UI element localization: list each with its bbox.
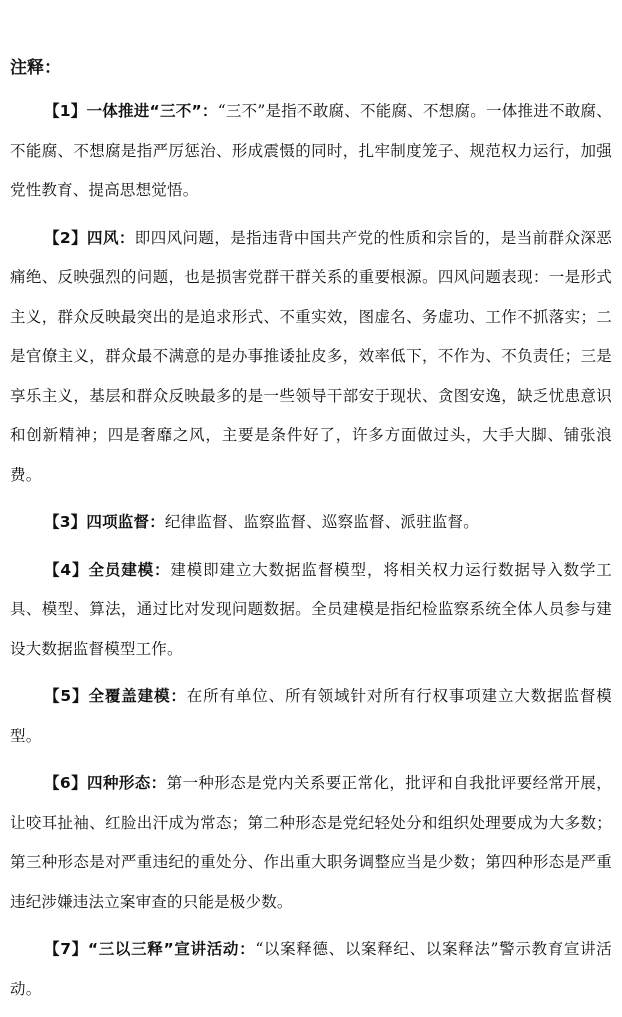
note-term: 四风： bbox=[87, 228, 135, 247]
note-text: 第一种形态是党内关系要正常化，批评和自我批评要经常开展，让咬耳扯袖、红脸出汗成为常态；第二种形态是党纪轻处分和组织处理要成为大多数；第三种形态是对严重违纪的重处分、作出重大职务调整应当是少数；第四种形态是严重违纪涉嫌违法立案审查的只能是极少数。 bbox=[10, 774, 612, 911]
note-text: “三不”是指不敢腐、不能腐、不想腐。一体推进不敢腐、不能腐、不想腐是指严厉惩治、形成震慑的同时，扎牢制度笼子、规范权力运行，加强党性教育、提高思想觉悟。 bbox=[10, 102, 612, 199]
notes-heading: 注释： bbox=[10, 58, 61, 78]
note-number: 【4】 bbox=[44, 560, 89, 579]
note-term: 全覆盖建模： bbox=[88, 687, 187, 705]
note-number: 【2】 bbox=[44, 228, 88, 247]
note-text: 纪律监督、监察监督、巡察监督、派驻监督。 bbox=[164, 513, 479, 531]
note-term: 全员建模： bbox=[88, 560, 171, 579]
note-number: 【5】 bbox=[44, 687, 89, 705]
note-number: 【1】 bbox=[44, 102, 87, 120]
note-term: “三以三释”宣讲活动： bbox=[87, 940, 256, 958]
note-term: 四项监督： bbox=[86, 513, 165, 531]
note-item bbox=[10, 551, 612, 670]
notes-list bbox=[10, 92, 612, 1017]
note-item bbox=[10, 219, 612, 496]
note-number: 【7】 bbox=[44, 940, 88, 958]
note-item bbox=[10, 503, 612, 543]
note-item bbox=[10, 677, 612, 756]
note-item bbox=[10, 92, 612, 211]
note-text: “以案释德、以案释纪、以案释法”警示教育宣讲活动。 bbox=[10, 940, 613, 998]
note-number: 【3】 bbox=[44, 513, 87, 531]
note-text: 即四风问题，是指违背中国共产党的性质和宗旨的，是当前群众深恶痛绝、反映强烈的问题，也是损害党群干群关系的重要根源。四风问题表现：一是形式主义，群众反映最突出的是追求形式、不重实效，图虚名、务虚功、工作不抓落实；二是官僚主义，群众最不满意的是办事推诿扯皮多，效率低下，不作为、不负责任；三是享乐主义，基层和群众反映最多的是一些领导干部安于现状、贪图安逸，缺乏忧患意识和创新精神；四是奢靡之风，主要是条件好了，许多方面做过头，大手大脚、铺张浪费。 bbox=[10, 228, 612, 484]
note-term: 一体推进“三不”： bbox=[86, 102, 218, 120]
note-term: 四种形态： bbox=[87, 774, 167, 792]
note-text: 在所有单位、所有领域针对所有行权事项建立大数据监督模型。 bbox=[10, 687, 612, 745]
note-number: 【6】 bbox=[44, 774, 88, 792]
note-item bbox=[10, 930, 612, 1009]
note-item bbox=[10, 764, 612, 922]
note-text: 建模即建立大数据监督模型，将相关权力运行数据导入数学工具、模型、算法，通过比对发现问题数据。全员建模是指纪检监察系统全体人员参与建设大数据监督模型工作。 bbox=[10, 560, 612, 658]
